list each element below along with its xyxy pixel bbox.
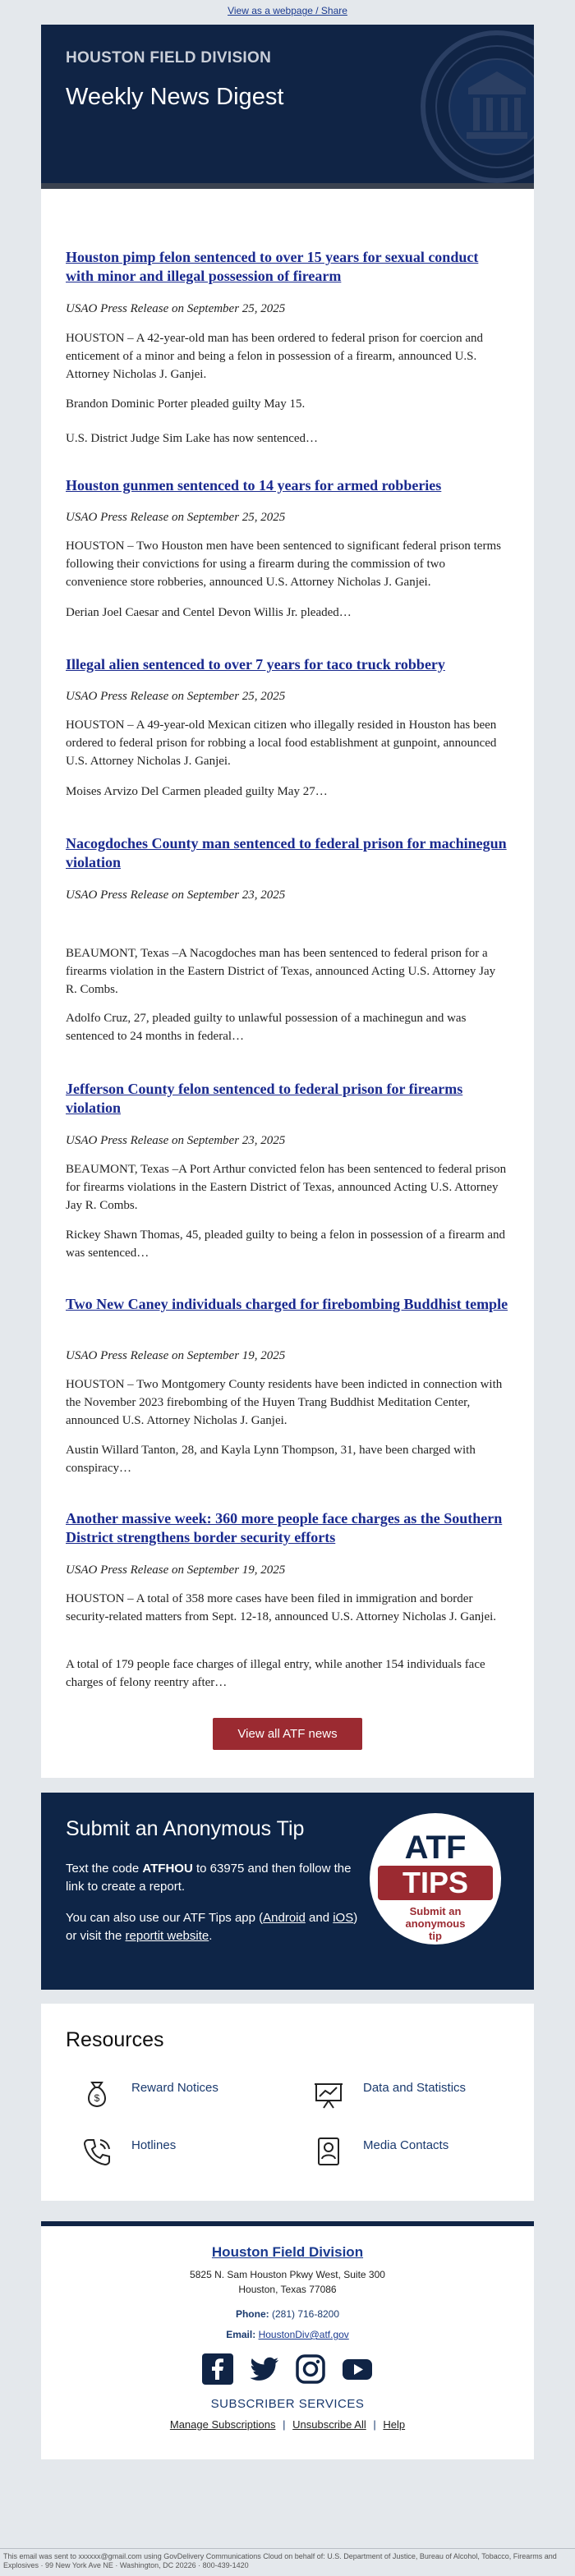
presentation-chart-icon	[312, 2078, 345, 2110]
youtube-icon[interactable]	[342, 2353, 373, 2385]
email-link[interactable]: HoustonDiv@atf.gov	[258, 2329, 349, 2340]
resource-label: Reward Notices	[131, 2081, 218, 2095]
article-7	[66, 1509, 509, 1706]
footer	[41, 2221, 534, 2459]
resource-label: Hotlines	[131, 2138, 177, 2152]
atf-tips-logo-tips: TIPS	[378, 1866, 493, 1900]
article-7-meta: USAO Press Release on September 19, 2025	[66, 1564, 286, 1577]
article-6-para-1: HOUSTON – Two Montgomery County residents have been indicted in connection with the November 2023 firebombing of the Huyen Trang Buddhist Meditation Center, announced U.S. Attorney Nicholas J. Ganjei.	[66, 1378, 503, 1427]
article-1-para-2: Brandon Dominic Porter pleaded guilty May 15.	[66, 397, 306, 411]
article-4-para-2: Adolfo Cruz, 27, pleaded guilty to unlawful possession of a machinegun and was sentenced to 24 months in federal…	[66, 1012, 467, 1043]
article-1	[66, 248, 509, 453]
article-7-para-1: HOUSTON – A total of 358 more cases have been filed in immigration and border security-related matters from Sept. 12-18, announced U.S. Attorney Nicholas J. Ganjei.	[66, 1592, 497, 1623]
article-1-meta: USAO Press Release on September 25, 2025	[66, 302, 286, 315]
header-divider	[41, 183, 534, 189]
article-5-title[interactable]: Jefferson County felon sentenced to federal prison for firearms violation	[66, 1081, 463, 1116]
anonymous-tip-section	[41, 1793, 534, 1990]
article-4-title[interactable]: Nacogdoches County man sentenced to federal prison for machinegun violation	[66, 835, 507, 870]
view-all-news-button[interactable]: View all ATF news	[213, 1718, 361, 1750]
atf-tips-logo[interactable]	[370, 1813, 501, 1945]
article-4-meta: USAO Press Release on September 23, 2025	[66, 889, 286, 902]
social-links	[41, 2353, 534, 2385]
atf-tips-logo-atf: ATF	[404, 1830, 467, 1866]
footer-address: 5825 N. Sam Houston Pkwy West, Suite 300 Houston, Texas 77086	[190, 2269, 385, 2295]
instagram-icon[interactable]	[295, 2353, 326, 2385]
article-6-meta: USAO Press Release on September 19, 2025	[66, 1349, 286, 1362]
unsubscribe-all-link[interactable]: Unsubscribe All	[292, 2418, 366, 2431]
article-5-para-1: BEAUMONT, Texas –A Port Arthur convicted felon has been sentenced to federal prison for firearms violations in the Eastern District of Texas, announced Acting U.S. Attorney Jay R. Combs.	[66, 1163, 507, 1212]
view-all-wrapper	[41, 1718, 534, 1750]
article-3	[66, 655, 509, 820]
android-link[interactable]: Android	[263, 1911, 306, 1925]
articles-section	[41, 189, 534, 1778]
division-name: HOUSTON FIELD DIVISION	[66, 49, 272, 67]
footer-email: Email: HoustonDiv@atf.gov	[226, 2329, 349, 2340]
resource-label: Media Contacts	[363, 2138, 449, 2152]
resources-section	[41, 2004, 534, 2201]
article-2-para-1: HOUSTON – Two Houston men have been sentenced to significant federal prison terms following their convictions for using a firearm during the commission of two convenience store robberies, announced U.S. Attorney Nicholas J. Ganjei.	[66, 540, 501, 589]
article-2-meta: USAO Press Release on September 25, 2025	[66, 511, 286, 524]
phone-icon	[80, 2135, 113, 2168]
phone-number[interactable]: (281) 716-8200	[271, 2308, 340, 2320]
article-5	[66, 1080, 509, 1277]
page-title: Weekly News Digest	[66, 84, 284, 110]
manage-subscriptions-link[interactable]: Manage Subscriptions	[169, 2418, 276, 2431]
field-division-link[interactable]: Houston Field Division	[211, 2244, 364, 2260]
article-3-meta: USAO Press Release on September 25, 2025	[66, 690, 286, 703]
article-4	[66, 834, 509, 1064]
footer-phone: Phone: (281) 716-8200	[235, 2308, 340, 2320]
article-1-para-3: U.S. District Judge Sim Lake has now sentenced…	[66, 432, 319, 445]
article-6-para-2: Austin Willard Tanton, 28, and Kayla Lynn Thompson, 31, have been charged with conspiracy…	[66, 1444, 476, 1475]
article-7-para-2: A total of 179 people face charges of illegal entry, while another 154 individuals face charges of felony reentry after…	[66, 1658, 485, 1689]
article-3-title[interactable]: Illegal alien sentenced to over 7 years for taco truck robbery	[66, 656, 445, 673]
atf-tips-logo-sub: Submit an anonymous tip	[405, 1905, 466, 1942]
tip-heading: Submit an Anonymous Tip	[66, 1817, 305, 1840]
tip-text-line: Text the code ATFHOU to 63975 and then follow the link to create a report.	[66, 1862, 352, 1894]
fineprint: This email was sent to xxxxxx@gmail.com using GovDelivery Communications Cloud on behalf of: U.S. Department of Justice, Bureau of Alcohol, Tobacco, Firearms and Explosives · 99 New York Ave NE · Washington, DC 20226 · 800-439-1420	[0, 2548, 575, 2570]
top-bar	[0, 0, 575, 21]
article-1-title[interactable]: Houston pimp felon sentenced to over 15 years for sexual conduct with minor and illegal possession of firearm	[66, 249, 479, 284]
subscriber-services-heading: SUBSCRIBER SERVICES	[210, 2397, 365, 2411]
article-5-meta: USAO Press Release on September 23, 2025	[66, 1134, 286, 1147]
subscriber-links	[41, 2418, 534, 2431]
article-2-title[interactable]: Houston gunmen sentenced to 14 years for armed robberies	[66, 477, 442, 494]
article-2	[66, 476, 509, 641]
article-6-title[interactable]: Two New Caney individuals charged for firebombing Buddhist temple	[66, 1296, 508, 1312]
money-bag-icon	[80, 2078, 113, 2110]
svg-text:$: $	[94, 2092, 100, 2104]
view-as-webpage-link[interactable]: View as a webpage / Share	[228, 5, 347, 16]
reportit-website-link[interactable]: reportit website	[125, 1929, 209, 1943]
article-7-title[interactable]: Another massive week: 360 more people face charges as the Southern District strengthens border security efforts	[66, 1510, 503, 1545]
ios-link[interactable]: iOS	[333, 1911, 354, 1925]
link-separator: |	[373, 2418, 376, 2431]
article-1-para-1: HOUSTON – A 42-year-old man has been ordered to federal prison for coercion and enticement of a minor and being a felon in possession of a firearm, announced U.S. Attorney Nicholas J. Ganjei.	[66, 332, 484, 381]
link-separator: |	[283, 2418, 286, 2431]
tip-app-line: You can also use our ATF Tips app (Android and iOS) or visit the reportit website.	[66, 1911, 358, 1943]
article-3-para-1: HOUSTON – A 49-year-old Mexican citizen who illegally resided in Houston has been ordered to federal prison for robbing a local food establishment at gunpoint, announced U.S. Attorney Nicholas J. Ganjei.	[66, 719, 497, 768]
twitter-icon[interactable]	[249, 2353, 280, 2385]
help-link[interactable]: Help	[383, 2418, 406, 2431]
article-6	[66, 1295, 509, 1492]
tip-code: ATFHOU	[142, 1862, 193, 1876]
header-banner	[41, 25, 534, 189]
article-2-para-2: Derian Joel Caesar and Centel Devon Willis Jr. pleaded…	[66, 606, 352, 619]
article-4-para-1: BEAUMONT, Texas –A Nacogdoches man has been sentenced to federal prison for a firearms violation in the Eastern District of Texas, announced Acting U.S. Attorney Jay R. Combs.	[66, 947, 496, 996]
facebook-icon[interactable]	[202, 2353, 233, 2385]
contact-book-icon	[312, 2135, 345, 2168]
resources-heading: Resources	[66, 2028, 164, 2051]
article-3-para-2: Moises Arvizo Del Carmen pleaded guilty May 27…	[66, 785, 328, 798]
article-5-para-2: Rickey Shawn Thomas, 45, pleaded guilty to being a felon in possession of a firearm and was sentenced…	[66, 1228, 506, 1260]
atf-seal-icon	[419, 29, 534, 185]
resource-label: Data and Statistics	[363, 2081, 467, 2095]
